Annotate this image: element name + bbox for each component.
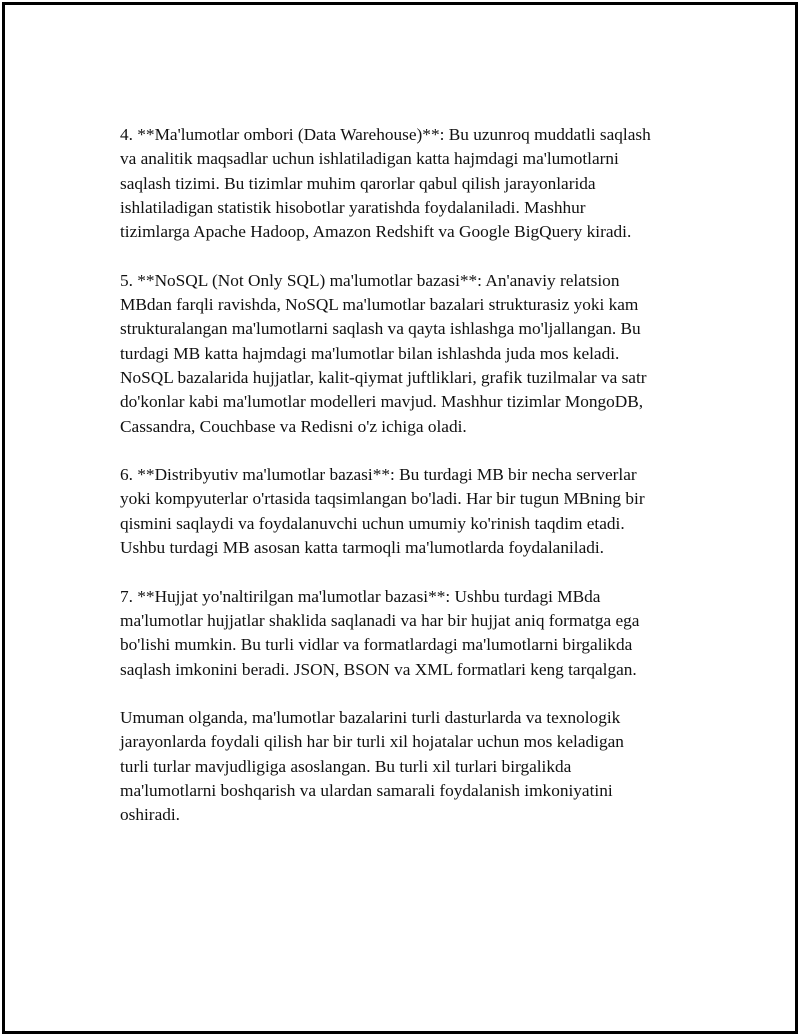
paragraph-nosql	[120, 269, 700, 439]
text-line: qismini saqlaydi va foydalanuvchi uchun umumiy ko'rinish taqdim etadi.	[120, 513, 625, 533]
text-line: saqlash tizimi. Bu tizimlar muhim qarorlar qabul qilish jarayonlarida	[120, 173, 596, 193]
paragraph-distributed	[120, 463, 700, 560]
page-frame	[2, 2, 798, 1034]
text-line: ma'lumotlar hujjatlar shaklida saqlanadi va har bir hujjat aniq formatga ega	[120, 610, 640, 630]
paragraph-document-oriented	[120, 585, 700, 682]
text-line: turli turlar mavjudligiga asoslangan. Bu turli xil turlari birgalikda	[120, 756, 572, 776]
text-line: 6. **Distribyutiv ma'lumotlar bazasi**: Bu turdagi MB bir necha serverlar	[120, 465, 637, 485]
document-body	[120, 123, 700, 852]
text-line: Umuman olganda, ma'lumotlar bazalarini turli dasturlarda va texnologik	[120, 708, 621, 728]
text-line: 4. **Ma'lumotlar ombori (Data Warehouse)**: Bu uzunroq muddatli saqlash	[120, 125, 651, 144]
text-line: ma'lumotlarni boshqarish va ulardan samarali foydalanish imkoniyatini	[120, 781, 613, 801]
text-line: MBdan farqli ravishda, NoSQL ma'lumotlar bazalari strukturasiz yoki kam	[120, 295, 639, 315]
text-line: yoki kompyuterlar o'rtasida taqsimlangan bo'ladi. Har bir tugun MBning bir	[120, 489, 645, 509]
text-line: va analitik maqsadlar uchun ishlatiladigan katta hajmdagi ma'lumotlarni	[120, 149, 619, 169]
text-line: tizimlarga Apache Hadoop, Amazon Redshift va Google BigQuery kiradi.	[120, 222, 632, 242]
paragraph-data-warehouse	[120, 123, 700, 244]
text-line: Ushbu turdagi MB asosan katta tarmoqli ma'lumotlarda foydalaniladi.	[120, 538, 605, 558]
text-line: NoSQL bazalarida hujjatlar, kalit-qiymat juftliklari, grafik tuzilmalar va satr	[120, 367, 647, 387]
text-line: saqlash imkonini beradi. JSON, BSON va XML formatlari keng tarqalgan.	[120, 659, 637, 679]
text-line: ishlatiladigan statistik hisobotlar yaratishda foydalaniladi. Mashhur	[120, 197, 586, 217]
text-line: do'konlar kabi ma'lumotlar modelleri mavjud. Mashhur tizimlar MongoDB,	[120, 392, 644, 412]
text-line: Cassandra, Couchbase va Redisni o'z ichiga oladi.	[120, 416, 467, 436]
text-line: 7. **Hujjat yo'naltirilgan ma'lumotlar bazasi**: Ushbu turdagi MBda	[120, 586, 601, 606]
paragraph-conclusion	[120, 706, 700, 827]
text-line: jarayonlarda foydali qilish har bir turli xil hojatalar uchun mos keladigan	[120, 732, 624, 752]
text-line: 5. **NoSQL (Not Only SQL) ma'lumotlar bazasi**: An'anaviy relatsion	[120, 270, 620, 290]
text-line: oshiradi.	[120, 805, 180, 825]
text-line: turdagi MB katta hajmdagi ma'lumotlar bilan ishlashda juda mos keladi.	[120, 343, 620, 363]
text-line: bo'lishi mumkin. Bu turli vidlar va formatlardagi ma'lumotlarni birgalikda	[120, 635, 633, 655]
text-line: strukturalangan ma'lumotlarni saqlash va qayta ishlashga mo'ljallangan. Bu	[120, 319, 641, 339]
